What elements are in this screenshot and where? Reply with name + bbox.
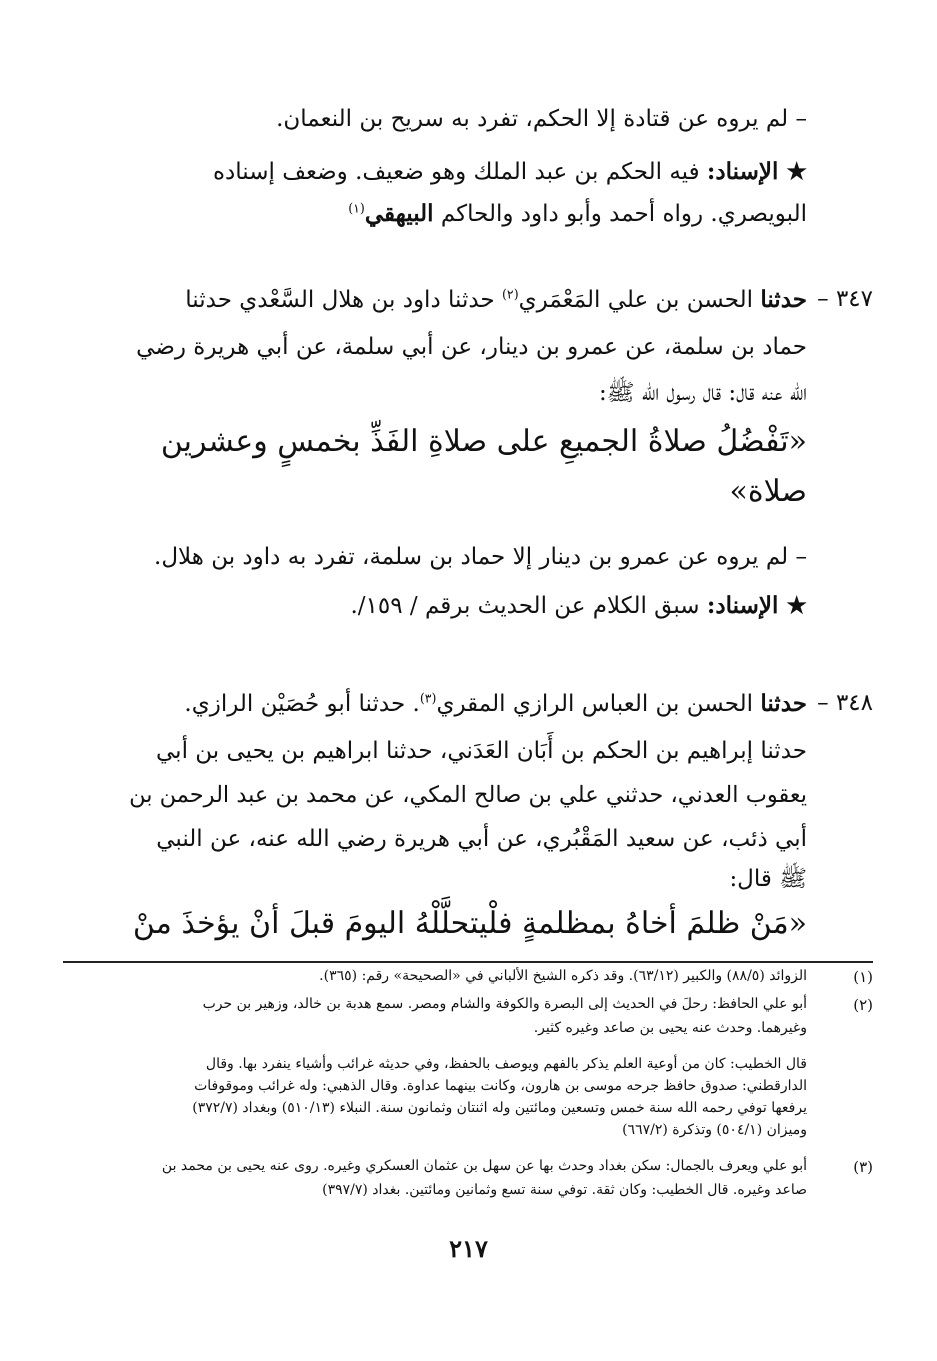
isnad-bold-end: البيهقي [364, 200, 434, 227]
footnote-line: يرفعها توفي رحمه الله سنة خمس وتسعين ومائتين وله اثنتان وثمانون سنة. النبلاء (٥١٠/١٣) وبغداد (٣٧٢/٧) [192, 1100, 807, 1116]
narrator-text: حدثنا داود بن هلال السَّعْدي حدثنا [185, 287, 495, 313]
hadith-348-matn-1: «مَنْ ظلمَ أخاهُ بمظلمةٍ فلْيتحلَّلْهُ اليومَ قبلَ أنْ يؤخذَ منْ [132, 906, 807, 941]
hadith-348-line-5: ﷺ قال: [729, 866, 807, 892]
hadathana: حدثنا [760, 286, 807, 313]
footnote-line: قال الخطيب: كان من أوعية العلم يذكر بالفهم ويوصف بالحفظ، وفي حديثه غرائب وأشياء ينفرد بها. وقال [205, 1056, 807, 1072]
footnote-line: الدارقطني: صدوق حافظ جرحه موسى بن هارون، وكانت بينهما عداوة. وقال الذهبي: وله غرائب وموقوفات [194, 1078, 807, 1094]
hadith-347-matn-1: «تَفْضُلُ صلاةُ الجميعِ على صلاةِ الفَذِّ بخمسٍ وعشرين [160, 424, 807, 459]
footnote-line: أبو علي ويعرف بالجمال: سكن بغداد وحدث بها عن سهل بن عثمان العسكري وغيره. روى عنه يحيى بن محمد بن [161, 1158, 807, 1174]
intro-isnad [213, 158, 807, 185]
hadith-347-line-1 [185, 286, 807, 313]
hadathana: حدثنا [760, 690, 807, 717]
footnote-line: أبو علي الحافظ: رحلَ في الحديث إلى البصرة والكوفة والشام ومصر. سمع هدبة بن خالد، وزهير بن حرب [202, 996, 807, 1012]
hadith-number: ٣٤٨ – [817, 690, 873, 716]
narrator-text: الحسن بن علي المَعْمَري [518, 287, 754, 313]
intro-isnad-cont [348, 200, 807, 227]
hadith-348-line-1 [184, 690, 807, 717]
footnote-number: (٢) [853, 996, 873, 1014]
footnote-line: الزوائد (٨٨/٥) والكبير (٦٣/١٢). وقد ذكره الشيخ الألباني في «الصحيحة» رقم: (٣٦٥). [319, 968, 807, 984]
intro-line: – لم يروه عن قتادة إلا الحكم، تفرد به سريح بن النعمان. [276, 106, 807, 132]
page-number: ٢١٧ [449, 1234, 488, 1263]
hadith-347-isnad [350, 592, 807, 619]
footnote-line: وميزان (٥٠٤/١) وتذكرة (٦٦٧/٢) [622, 1122, 807, 1138]
hadith-347-line-3: الله عنه قال: قال رسول الله ﷺ: [599, 380, 807, 406]
footnote-number: (١) [853, 968, 873, 986]
footnote-line: صاعد وغيره. قال الخطيب: وكان ثقة. توفي سنة تسع وثمانين ومائتين. بغداد (٣٩٧/٧) [322, 1182, 807, 1198]
footnote-number: (٣) [853, 1158, 873, 1176]
hadith-347-line-2: حماد بن سلمة، عن عمرو بن دينار، عن أبي سلمة، عن أبي هريرة رضي [136, 334, 807, 360]
isnad-label: ★ الإسناد: [706, 592, 807, 619]
hadith-348-line-3: يعقوب العدني، حدثني علي بن صالح المكي، عن محمد بن عبد الرحمن بن [129, 782, 807, 808]
isnad-cont-text: البويصري. رواه أحمد وأبو داود والحاكم [440, 201, 807, 227]
footnote-ref: (٢) [501, 286, 519, 302]
isnad-text: سبق الكلام عن الحديث برقم / ١٥٩/. [350, 593, 700, 619]
hadith-347-matn-2: صلاة» [729, 474, 807, 509]
hadith-347-note: – لم يروه عن عمرو بن دينار إلا حماد بن سلمة، تفرد به داود بن هلال. [154, 544, 807, 570]
narrator-text: . حدثنا أبو حُصَيْن الرازي. [184, 691, 420, 717]
footnote-ref: (١) [348, 200, 365, 216]
narrator-text: الحسن بن العباس الرازي المقري [436, 691, 754, 717]
footnote-separator [63, 961, 873, 963]
hadith-348-line-4: أبي ذئب، عن سعيد المَقْبُري، عن أبي هريرة رضي الله عنه، عن النبي [156, 826, 807, 852]
hadith-number: ٣٤٧ – [817, 286, 873, 312]
hadith-348-line-2: حدثنا إبراهيم بن الحكم بن أَبَان العَدَني، حدثنا ابراهيم بن يحيى بن أبي [156, 738, 807, 764]
isnad-label: ★ الإسناد: [706, 158, 807, 185]
footnote-ref: (٣) [419, 690, 437, 706]
isnad-text: فيه الحكم بن عبد الملك وهو ضعيف. وضعف إسناده [213, 159, 700, 185]
footnote-line: وغيرهما. وحدث عنه يحيى بن صاعد وغيره كثير. [533, 1020, 807, 1036]
